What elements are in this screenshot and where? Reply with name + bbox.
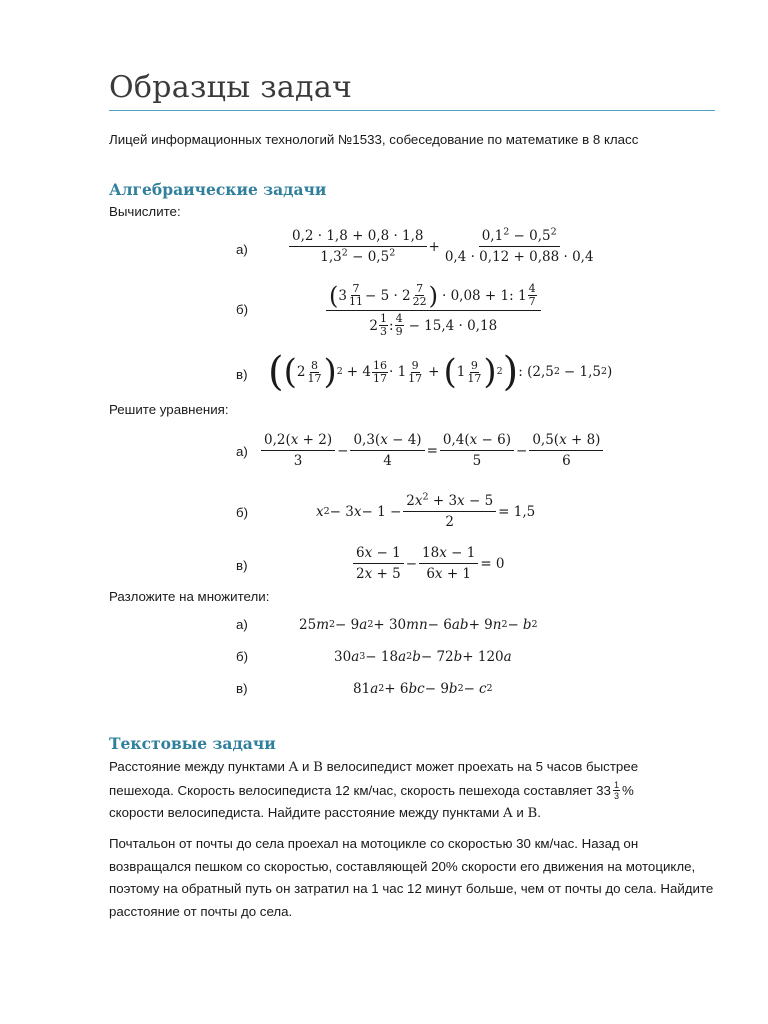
compute-c-expression: ( ( 2 8 17 ) 2 + 4 16 17 · 1 9 17 + ( 1 9 17 ) 2 ) : (2,5 2 − 1,5 2 )	[268, 349, 613, 395]
fraction: ( 3 7 11 − 5 · 2 7 22 ) · 0,08 + 1: 1 4 7 2 1 3 : 4 9 − 15,4 · 0,18	[326, 283, 541, 338]
factor-a-label: а)	[236, 617, 248, 632]
page-title: Образцы задач	[109, 70, 353, 105]
compute-b-expression	[324, 283, 543, 338]
equations-intro: Решите уравнения:	[109, 402, 229, 417]
equation-a-label: а)	[236, 444, 248, 459]
text-problem-2: Почтальон от почты до села проехал на мотоцикле со скоростью 30 км/час. Назад он возвращался пешком со скоростью, составляющей 20% скорости его движения на мотоцикле, поэтому на обратный путь он затратил на 1 час 12 минут больше, чем от почты до села. Найдите расстояние от почты до села.	[109, 836, 714, 919]
compute-c-label: в)	[236, 367, 248, 382]
equation-c-expression: $\frac{6x - 1}{2x + 5}$ − $\frac{18x - 1}{6x + 1}$ = 0	[351, 545, 505, 582]
fraction: 1 3	[613, 780, 619, 802]
fraction: $\frac{0,2 \cdot 1,8 + 0,8 \cdot 1,8}{1,3^2 - 0,5^2}$	[289, 228, 427, 265]
compute-a-label: а)	[236, 242, 248, 257]
equation-b-expression: x 2 − 3 x − 1 − $\frac{2x^2 + 3x - 5}{2}$ = 1,5	[316, 491, 536, 530]
factor-c-label: в)	[236, 681, 248, 696]
subtitle: Лицей информационных технологий №1533, собеседование по математике в 8 класс	[109, 132, 639, 147]
factor-b-label: б)	[236, 649, 249, 664]
factor-intro: Разложите на множители:	[109, 589, 270, 604]
factor-a-expression: 25 m 2 − 9 a 2 + 30 m n − 6 a b + 9 n 2 − b 2	[299, 617, 538, 633]
equation-c-label: в)	[236, 558, 248, 573]
factor-c-expression: 81 a 2 + 6 b c − 9 b 2 − c 2	[353, 681, 493, 697]
title-underline	[109, 110, 715, 111]
factor-b-expression: 30 a 3 − 18 a 2 b − 72 b + 120 a	[334, 649, 512, 665]
compute-intro: Вычислите:	[109, 204, 181, 219]
text-problems-heading: Текстовые задачи	[109, 734, 276, 753]
equation-a-expression: $\frac{0,2(x + 2)}{3}$ − $\frac{0,3(x - 4)}{4}$ = $\frac{0,4(x - 6)}{5}$ − $\frac{0,5(x + 8)}{6}$	[259, 432, 605, 469]
compute-b-label: б)	[236, 302, 249, 317]
equation-b-label: б)	[236, 505, 249, 520]
compute-a-expression: $\frac{0,2 \cdot 1,8 + 0,8 \cdot 1,8}{1,3^2 - 0,5^2}$ + $\frac{0,1^2 - 0,5^2}{0,4 \cdot 0,12 + 0,88 \cdot 0,4}$	[287, 228, 599, 265]
fraction: $\frac{0,1^2 - 0,5^2}{0,4 \cdot 0,12 + 0,88 \cdot 0,4}$	[444, 226, 594, 265]
text-problem-1: Расстояние между пунктами A и B велосипедист может проехать на 5 часов быстрее пешехода. Скорость велосипедиста 12 км/час, скорость пешехода составляет 33 1 3 % скорости велосипедиста. Найдите расстояние между пунктами A и B.	[109, 759, 639, 821]
algebra-heading: Алгебраические задачи	[109, 180, 327, 199]
